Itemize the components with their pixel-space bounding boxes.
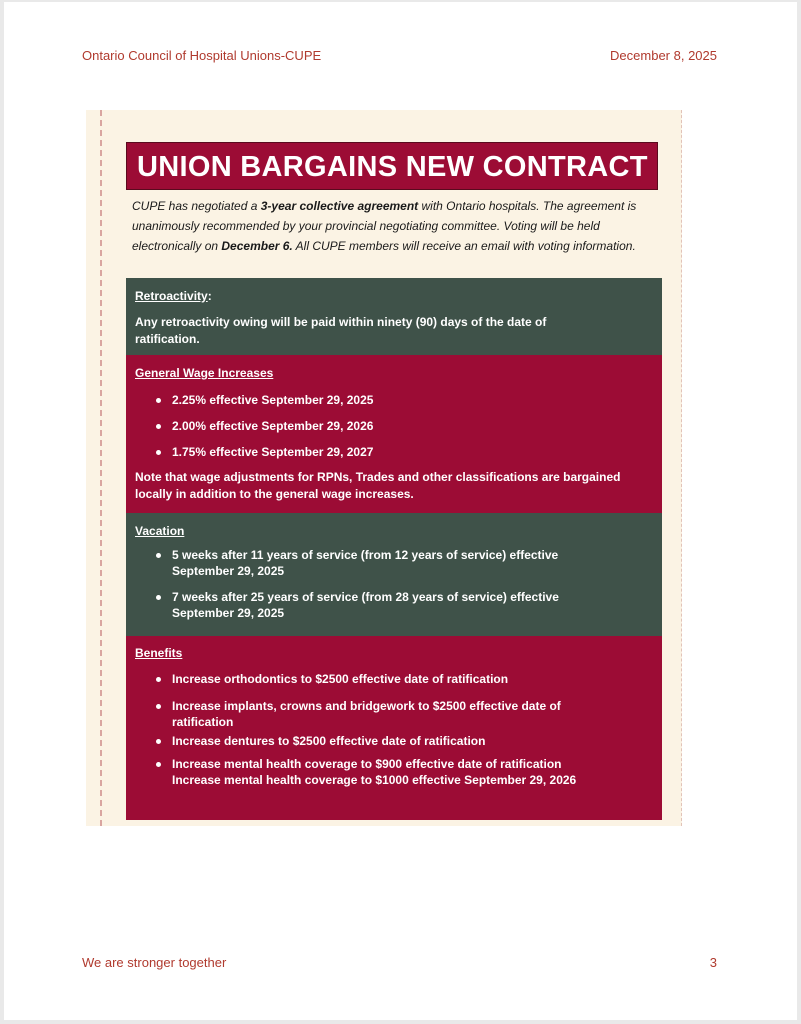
flyer-right-border xyxy=(681,110,682,826)
vacation-list xyxy=(135,547,605,621)
wages-note: Note that wage adjustments for RPNs, Trades and other classifications are bargained locally in addition to the general wage increases. xyxy=(135,470,621,501)
footer-slogan: We are stronger together xyxy=(82,955,227,970)
retroactivity-text: Any retroactivity owing will be paid within ninety (90) days of the date of ratification. xyxy=(135,315,547,346)
section-benefits xyxy=(126,636,662,820)
vacation-item: 7 weeks after 25 years of service (from 28 years of service) effective September 29, 2025 xyxy=(135,589,605,621)
header-date: December 8, 2025 xyxy=(610,48,717,63)
retroactivity-title: Retroactivity xyxy=(135,289,208,303)
benefit-item: Increase mental health coverage to $900 effective date of ratification Increase mental health coverage to $1000 effective September 29, 2026 xyxy=(135,756,592,788)
benefit-item: Increase orthodontics to $2500 effective date of ratification xyxy=(135,671,605,687)
flyer-title: UNION BARGAINS NEW CONTRACT xyxy=(126,142,658,190)
vacation-item: 5 weeks after 11 years of service (from 12 years of service) effective September 29, 2025 xyxy=(135,547,605,579)
benefit-item: Increase dentures to $2500 effective date of ratification xyxy=(135,733,605,749)
vacation-title: Vacation xyxy=(135,524,185,538)
section-wage-increases xyxy=(126,355,662,513)
intro-text-3: All CUPE members will receive an email with voting information. xyxy=(292,239,636,253)
document-page xyxy=(4,2,797,1020)
benefits-title: Benefits xyxy=(135,646,183,660)
contract-flyer xyxy=(86,110,682,826)
retroactivity-colon: : xyxy=(207,289,212,303)
intro-bold-agreement: 3-year collective agreement xyxy=(260,199,419,213)
wage-item: 1.75% effective September 29, 2027 xyxy=(135,444,662,460)
intro-text-1: CUPE has negotiated a xyxy=(132,199,261,213)
intro-bold-date: December 6. xyxy=(221,239,293,253)
flyer-left-border xyxy=(100,110,102,826)
section-vacation xyxy=(126,513,662,636)
wages-title: General Wage Increases xyxy=(135,366,274,380)
benefit-item: Increase implants, crowns and bridgework to $2500 effective date of ratification xyxy=(135,698,605,730)
page-number: 3 xyxy=(709,955,717,970)
wages-list xyxy=(135,392,662,460)
wage-item: 2.25% effective September 29, 2025 xyxy=(135,392,662,408)
intro-text-2: with Ontario hospitals. The agreement is unanimously recommended by your provincial negotiating committee. Voting will be held electronically on xyxy=(132,199,637,253)
wage-item: 2.00% effective September 29, 2026 xyxy=(135,418,662,434)
header-organization: Ontario Council of Hospital Unions-CUPE xyxy=(82,48,322,63)
benefits-list xyxy=(135,671,605,788)
flyer-intro xyxy=(132,196,652,256)
section-retroactivity xyxy=(126,278,662,355)
